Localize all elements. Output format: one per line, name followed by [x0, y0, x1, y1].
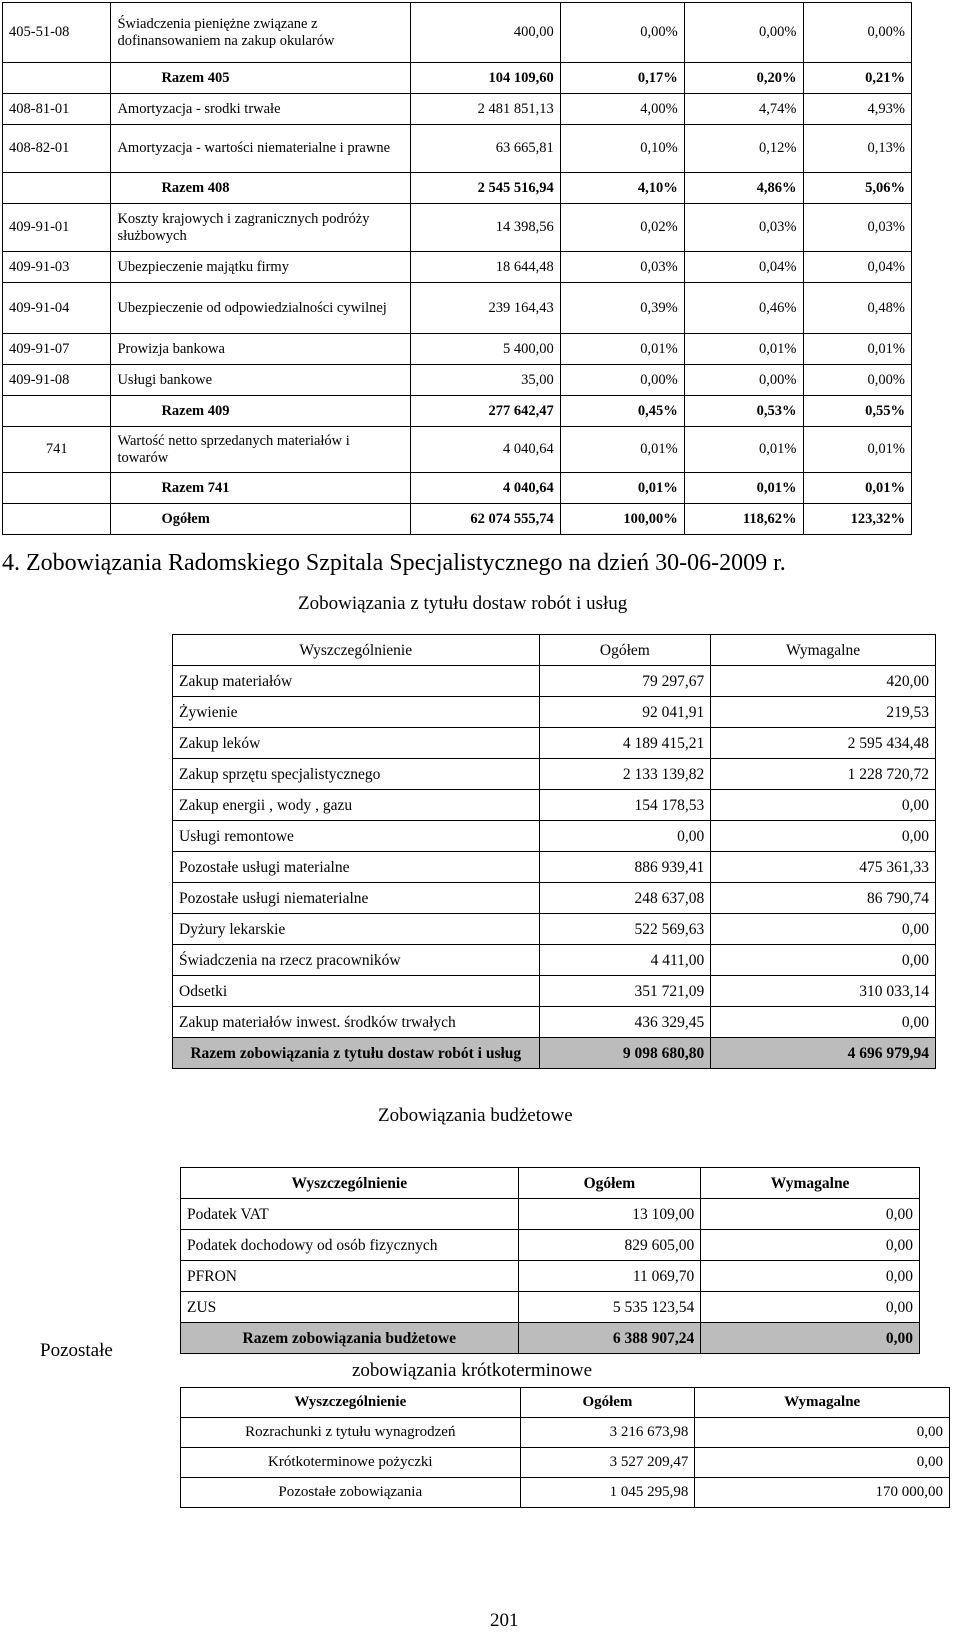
item-cell: Rozrachunki z tytułu wynagrodzeń — [181, 1418, 521, 1448]
table-row — [173, 914, 936, 945]
percent-cell: 0,04% — [684, 252, 803, 283]
code-cell: 409-91-07 — [3, 334, 111, 365]
percent-cell: 0,55% — [803, 396, 912, 427]
percent-cell: 0,01% — [803, 473, 912, 504]
percent-cell: 0,02% — [560, 204, 684, 252]
table-row — [3, 3, 912, 63]
column-header: Wyszczególnienie — [173, 635, 540, 666]
due-cell: 0,00 — [701, 1323, 920, 1354]
name-cell: Razem 405 — [111, 63, 411, 94]
percent-cell: 4,86% — [684, 173, 803, 204]
table-row — [173, 759, 936, 790]
percent-cell: 4,93% — [803, 94, 912, 125]
due-cell: 0,00 — [701, 1199, 920, 1230]
item-cell: Podatek dochodowy od osób fizycznych — [181, 1230, 519, 1261]
due-cell: 0,00 — [711, 914, 936, 945]
due-cell: 0,00 — [711, 790, 936, 821]
code-cell: 405-51-08 — [3, 3, 111, 63]
name-cell: Ubezpieczenie majątku firmy — [111, 252, 411, 283]
percent-cell: 0,46% — [684, 283, 803, 334]
total-cell: 4 189 415,21 — [539, 728, 711, 759]
item-cell: Razem zobowiązania budżetowe — [181, 1323, 519, 1354]
name-cell: Razem 741 — [111, 473, 411, 504]
table-row — [3, 173, 912, 204]
item-cell: Pozostałe usługi niematerialne — [173, 883, 540, 914]
table-row — [173, 697, 936, 728]
code-cell — [3, 504, 111, 535]
percent-cell: 0,01% — [803, 427, 912, 473]
table-row — [3, 204, 912, 252]
total-cell: 522 569,63 — [539, 914, 711, 945]
percent-cell: 5,06% — [803, 173, 912, 204]
due-cell: 0,00 — [695, 1418, 950, 1448]
due-cell: 0,00 — [711, 945, 936, 976]
table-row — [181, 1261, 920, 1292]
amount-cell: 4 040,64 — [411, 427, 561, 473]
table-row — [181, 1292, 920, 1323]
code-cell: 741 — [3, 427, 111, 473]
percent-cell: 0,01% — [560, 334, 684, 365]
item-cell: Zakup energii , wody , gazu — [173, 790, 540, 821]
column-header: Wymagalne — [695, 1388, 950, 1418]
total-row — [181, 1323, 920, 1354]
budget-liabilities-table — [180, 1167, 920, 1354]
due-cell: 475 361,33 — [711, 852, 936, 883]
column-header: Ogółem — [518, 1168, 701, 1199]
due-cell: 0,00 — [711, 1007, 936, 1038]
table-row — [181, 1478, 950, 1508]
table-row — [181, 1418, 950, 1448]
code-cell — [3, 396, 111, 427]
name-cell: Prowizja bankowa — [111, 334, 411, 365]
amount-cell: 14 398,56 — [411, 204, 561, 252]
total-cell: 92 041,91 — [539, 697, 711, 728]
due-cell: 86 790,74 — [711, 883, 936, 914]
due-cell: 420,00 — [711, 666, 936, 697]
total-cell: 11 069,70 — [518, 1261, 701, 1292]
percent-cell: 0,03% — [803, 204, 912, 252]
item-cell: Dyżury lekarskie — [173, 914, 540, 945]
table-row — [3, 252, 912, 283]
percent-cell: 118,62% — [684, 504, 803, 535]
percent-cell: 0,01% — [684, 473, 803, 504]
cost-table — [2, 2, 912, 535]
item-cell: ZUS — [181, 1292, 519, 1323]
due-cell: 310 033,14 — [711, 976, 936, 1007]
due-cell: 0,00 — [701, 1230, 920, 1261]
due-cell: 0,00 — [695, 1448, 950, 1478]
header-row — [181, 1168, 920, 1199]
percent-cell: 0,10% — [560, 125, 684, 173]
percent-cell: 0,12% — [684, 125, 803, 173]
item-cell: Pozostałe usługi materialne — [173, 852, 540, 883]
item-cell: Odsetki — [173, 976, 540, 1007]
due-cell: 0,00 — [701, 1292, 920, 1323]
item-cell: Razem zobowiązania z tytułu dostaw robót i usług — [173, 1038, 540, 1069]
total-cell: 886 939,41 — [539, 852, 711, 883]
item-cell: Krótkoterminowe pożyczki — [181, 1448, 521, 1478]
table-row — [173, 790, 936, 821]
percent-cell: 0,48% — [803, 283, 912, 334]
percent-cell: 0,53% — [684, 396, 803, 427]
item-cell: Świadczenia na rzecz pracowników — [173, 945, 540, 976]
column-header: Ogółem — [520, 1388, 695, 1418]
table-row — [181, 1199, 920, 1230]
table-row — [173, 666, 936, 697]
total-cell: 351 721,09 — [539, 976, 711, 1007]
table-row — [3, 63, 912, 94]
percent-cell: 0,00% — [560, 3, 684, 63]
percent-cell: 0,01% — [560, 473, 684, 504]
table-row — [173, 821, 936, 852]
amount-cell: 5 400,00 — [411, 334, 561, 365]
item-cell: Zakup materiałów inwest. środków trwałych — [173, 1007, 540, 1038]
table-row — [3, 125, 912, 173]
name-cell: Amortyzacja - srodki trwałe — [111, 94, 411, 125]
code-cell: 408-82-01 — [3, 125, 111, 173]
percent-cell: 4,00% — [560, 94, 684, 125]
name-cell: Razem 408 — [111, 173, 411, 204]
percent-cell: 0,13% — [803, 125, 912, 173]
item-cell: Żywienie — [173, 697, 540, 728]
percent-cell: 0,00% — [560, 365, 684, 396]
amount-cell: 63 665,81 — [411, 125, 561, 173]
table-row — [173, 728, 936, 759]
header-row — [181, 1388, 950, 1418]
column-header: Wymagalne — [701, 1168, 920, 1199]
total-cell: 5 535 123,54 — [518, 1292, 701, 1323]
total-cell: 4 411,00 — [539, 945, 711, 976]
total-row — [173, 1038, 936, 1069]
due-cell: 0,00 — [711, 821, 936, 852]
due-cell: 2 595 434,48 — [711, 728, 936, 759]
percent-cell: 4,74% — [684, 94, 803, 125]
percent-cell: 0,21% — [803, 63, 912, 94]
percent-cell: 0,03% — [560, 252, 684, 283]
code-cell — [3, 173, 111, 204]
short-term-liabilities-table — [180, 1387, 950, 1508]
percent-cell: 0,20% — [684, 63, 803, 94]
table-row — [3, 427, 912, 473]
column-header: Ogółem — [539, 635, 711, 666]
due-cell: 219,53 — [711, 697, 936, 728]
total-cell: 3 527 209,47 — [520, 1448, 695, 1478]
column-header: Wymagalne — [711, 635, 936, 666]
name-cell: Amortyzacja - wartości niematerialne i prawne — [111, 125, 411, 173]
amount-cell: 104 109,60 — [411, 63, 561, 94]
percent-cell: 0,01% — [684, 427, 803, 473]
percent-cell: 0,39% — [560, 283, 684, 334]
table-row — [173, 883, 936, 914]
amount-cell: 18 644,48 — [411, 252, 561, 283]
due-cell: 170 000,00 — [695, 1478, 950, 1508]
percent-cell: 100,00% — [560, 504, 684, 535]
column-header: Wyszczególnienie — [181, 1388, 521, 1418]
table-row — [3, 396, 912, 427]
item-cell: Zakup sprzętu specjalistycznego — [173, 759, 540, 790]
table-row — [3, 473, 912, 504]
total-cell: 0,00 — [539, 821, 711, 852]
table-row — [3, 94, 912, 125]
table-row — [3, 504, 912, 535]
total-cell: 248 637,08 — [539, 883, 711, 914]
amount-cell: 2 481 851,13 — [411, 94, 561, 125]
table-row — [173, 945, 936, 976]
name-cell: Koszty krajowych i zagranicznych podróży służbowych — [111, 204, 411, 252]
table-row — [181, 1230, 920, 1261]
item-cell: Zakup materiałów — [173, 666, 540, 697]
item-cell: Podatek VAT — [181, 1199, 519, 1230]
column-header: Wyszczególnienie — [181, 1168, 519, 1199]
name-cell: Wartość netto sprzedanych materiałów i towarów — [111, 427, 411, 473]
percent-cell: 0,00% — [803, 3, 912, 63]
percent-cell: 0,17% — [560, 63, 684, 94]
total-cell: 79 297,67 — [539, 666, 711, 697]
table-row — [173, 976, 936, 1007]
table-row — [173, 1007, 936, 1038]
table-row — [173, 852, 936, 883]
code-cell — [3, 473, 111, 504]
name-cell: Świadczenia pieniężne związane z dofinansowaniem na zakup okularów — [111, 3, 411, 63]
amount-cell: 239 164,43 — [411, 283, 561, 334]
total-cell: 3 216 673,98 — [520, 1418, 695, 1448]
total-cell: 9 098 680,80 — [539, 1038, 711, 1069]
code-cell: 409-91-01 — [3, 204, 111, 252]
amount-cell: 4 040,64 — [411, 473, 561, 504]
percent-cell: 0,01% — [560, 427, 684, 473]
percent-cell: 0,03% — [684, 204, 803, 252]
percent-cell: 0,00% — [803, 365, 912, 396]
amount-cell: 62 074 555,74 — [411, 504, 561, 535]
amount-cell: 400,00 — [411, 3, 561, 63]
percent-cell: 0,45% — [560, 396, 684, 427]
percent-cell: 123,32% — [803, 504, 912, 535]
section-heading: 4. Zobowiązania Radomskiego Szpitala Specjalistycznego na dzień 30-06-2009 r. — [2, 550, 786, 576]
amount-cell: 2 545 516,94 — [411, 173, 561, 204]
item-cell: Usługi remontowe — [173, 821, 540, 852]
total-cell: 436 329,45 — [539, 1007, 711, 1038]
due-cell: 0,00 — [701, 1261, 920, 1292]
name-cell: Ogółem — [111, 504, 411, 535]
total-cell: 829 605,00 — [518, 1230, 701, 1261]
percent-cell: 0,00% — [684, 365, 803, 396]
item-cell: PFRON — [181, 1261, 519, 1292]
amount-cell: 35,00 — [411, 365, 561, 396]
code-cell: 409-91-03 — [3, 252, 111, 283]
code-cell: 409-91-08 — [3, 365, 111, 396]
percent-cell: 0,04% — [803, 252, 912, 283]
percent-cell: 4,10% — [560, 173, 684, 204]
code-cell: 409-91-04 — [3, 283, 111, 334]
header-row — [173, 635, 936, 666]
name-cell: Ubezpieczenie od odpowiedzialności cywilnej — [111, 283, 411, 334]
table3-title: Zobowiązania budżetowe — [378, 1105, 573, 1126]
total-cell: 154 178,53 — [539, 790, 711, 821]
table-row — [3, 334, 912, 365]
due-cell: 1 228 720,72 — [711, 759, 936, 790]
percent-cell: 0,00% — [684, 3, 803, 63]
total-cell: 13 109,00 — [518, 1199, 701, 1230]
total-cell: 2 133 139,82 — [539, 759, 711, 790]
percent-cell: 0,01% — [684, 334, 803, 365]
amount-cell: 277 642,47 — [411, 396, 561, 427]
supplier-liabilities-table — [172, 634, 936, 1069]
item-cell: Zakup leków — [173, 728, 540, 759]
table-row — [3, 365, 912, 396]
percent-cell: 0,01% — [803, 334, 912, 365]
code-cell — [3, 63, 111, 94]
page-number: 201 — [490, 1610, 519, 1631]
table-row — [181, 1448, 950, 1478]
total-cell: 6 388 907,24 — [518, 1323, 701, 1354]
total-cell: 1 045 295,98 — [520, 1478, 695, 1508]
name-cell: Usługi bankowe — [111, 365, 411, 396]
table4-title: zobowiązania krótkoterminowe — [352, 1360, 593, 1381]
due-cell: 4 696 979,94 — [711, 1038, 936, 1069]
code-cell: 408-81-01 — [3, 94, 111, 125]
table-row — [3, 283, 912, 334]
name-cell: Razem 409 — [111, 396, 411, 427]
side-label: Pozostałe — [40, 1340, 113, 1361]
item-cell: Pozostałe zobowiązania — [181, 1478, 521, 1508]
table2-title: Zobowiązania z tytułu dostaw robót i usług — [298, 593, 628, 614]
